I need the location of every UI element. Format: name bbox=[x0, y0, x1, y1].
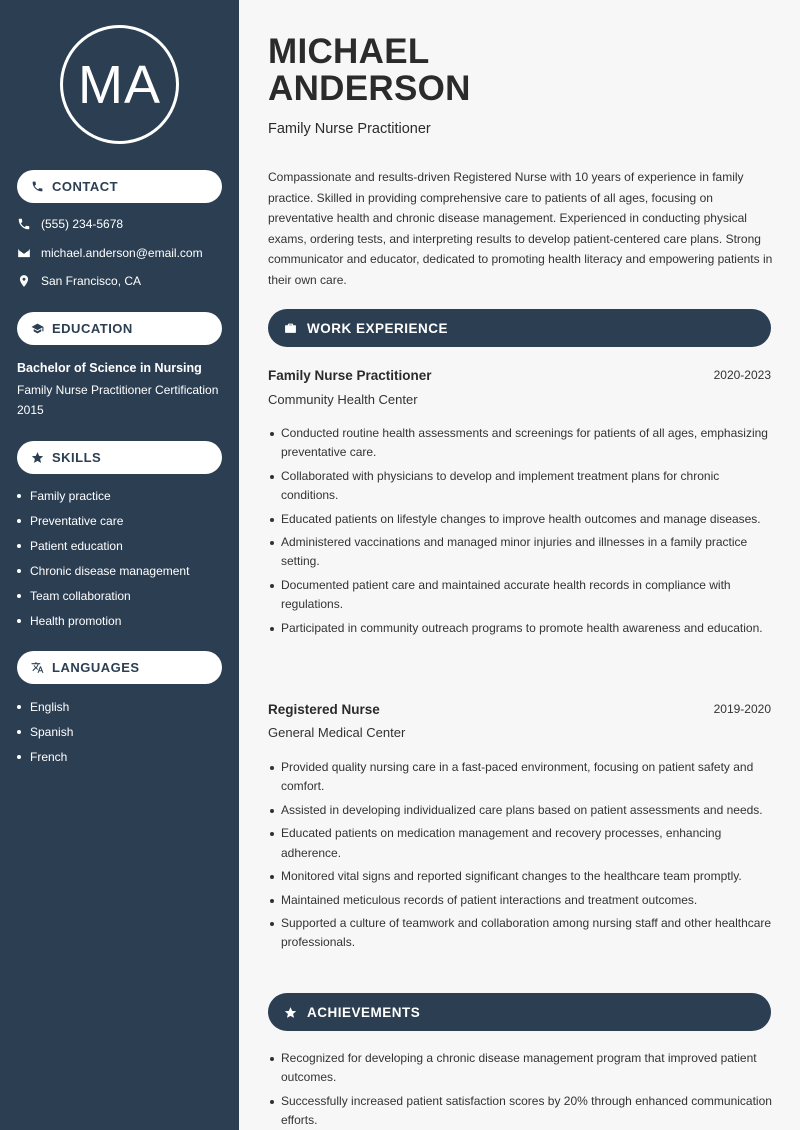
languages-heading bbox=[17, 651, 222, 684]
job-1-dates: 2020-2023 bbox=[713, 368, 771, 382]
location-pin-icon bbox=[17, 274, 31, 288]
job-2-organization: General Medical Center bbox=[268, 725, 406, 740]
contact-heading-label: CONTACT bbox=[52, 179, 119, 194]
list-item: Educated patients on medication management and recovery processes, enhancing adherence. bbox=[268, 824, 773, 863]
languages-list bbox=[17, 694, 73, 769]
list-item: Documented patient care and maintained accurate health records in compliance with regulations. bbox=[268, 576, 773, 615]
job-2-bullets bbox=[268, 758, 773, 957]
translate-icon bbox=[31, 661, 44, 674]
education-heading-label: EDUCATION bbox=[52, 321, 133, 336]
job-1-title: Family Nurse Practitioner bbox=[268, 368, 432, 383]
list-item bbox=[17, 558, 189, 583]
skill-label: Chronic disease management bbox=[30, 563, 190, 578]
list-item bbox=[17, 508, 189, 533]
contact-phone-text: (555) 234-5678 bbox=[41, 217, 124, 231]
achievements-heading bbox=[268, 993, 771, 1031]
contact-email bbox=[17, 246, 203, 260]
summary-paragraph: Compassionate and results-driven Registered Nurse with 10 years of experience in family practice. Skilled in providing comprehensive care to patients of all ages, focusing on preventative health and chronic disease management. Experienced in conducting physical exams, ordering tests, and interpreting results to develop patient-centered care plans. Strong communicator and educator, dedicated to promoting health literacy and empowering patients in their own care. bbox=[268, 170, 773, 287]
languages-heading-label: LANGUAGES bbox=[52, 660, 140, 675]
achievements-label: ACHIEVEMENTS bbox=[307, 1004, 421, 1020]
skill-label: Health promotion bbox=[30, 613, 122, 628]
list-item bbox=[17, 744, 73, 769]
language-label: English bbox=[30, 699, 70, 714]
work-experience-label: WORK EXPERIENCE bbox=[307, 320, 449, 336]
education-certification: Family Nurse Practitioner Certification bbox=[17, 383, 219, 397]
list-item bbox=[17, 608, 189, 633]
contact-email-text: michael.anderson@email.com bbox=[41, 246, 203, 260]
language-label: French bbox=[30, 749, 68, 764]
list-item: Successfully increased patient satisfaction scores by 20% through enhanced communication efforts. bbox=[268, 1092, 773, 1130]
list-item: Collaborated with physicians to develop and implement treatment plans for chronic conditions. bbox=[268, 467, 773, 506]
star-icon bbox=[31, 451, 44, 464]
skills-heading bbox=[17, 441, 222, 474]
list-item: Supported a culture of teamwork and collaboration among nursing staff and other healthcare professionals. bbox=[268, 914, 773, 953]
list-item bbox=[17, 483, 189, 508]
skill-label: Patient education bbox=[30, 538, 123, 553]
name-line-last: ANDERSON bbox=[268, 69, 471, 108]
list-item: Conducted routine health assessments and screenings for patients of all ages, emphasizing preventative care. bbox=[268, 424, 773, 463]
job-1-bullets bbox=[268, 424, 773, 642]
list-item: Educated patients on lifestyle changes to improve health outcomes and manage diseases. bbox=[268, 510, 773, 529]
graduation-cap-icon bbox=[31, 322, 44, 335]
skill-label: Team collaboration bbox=[30, 588, 131, 603]
list-item bbox=[17, 533, 189, 558]
education-year: 2015 bbox=[17, 403, 44, 417]
list-item bbox=[17, 583, 189, 608]
list-item bbox=[17, 719, 73, 744]
skills-list bbox=[17, 483, 189, 633]
job-2-dates: 2019-2020 bbox=[713, 702, 771, 716]
job-1-organization: Community Health Center bbox=[268, 392, 418, 407]
main-content bbox=[239, 0, 800, 1130]
job-title-headline: Family Nurse Practitioner bbox=[268, 121, 431, 137]
sidebar bbox=[0, 0, 239, 1130]
list-item: Assisted in developing individualized care plans based on patient assessments and needs. bbox=[268, 801, 773, 820]
name-line-first: MICHAEL bbox=[268, 32, 430, 71]
job-2-title: Registered Nurse bbox=[268, 702, 380, 717]
briefcase-icon bbox=[284, 322, 297, 335]
list-item: Administered vaccinations and managed minor injuries and illnesses in a family practice setting. bbox=[268, 533, 773, 572]
list-item bbox=[17, 694, 73, 719]
contact-location-text: San Francisco, CA bbox=[41, 274, 142, 288]
achievements-bullets bbox=[268, 1049, 773, 1130]
monogram-avatar: MA bbox=[60, 25, 179, 144]
language-label: Spanish bbox=[30, 724, 74, 739]
contact-heading bbox=[17, 170, 222, 203]
list-item: Participated in community outreach programs to promote health awareness and education. bbox=[268, 619, 773, 638]
contact-location bbox=[17, 274, 141, 288]
list-item: Monitored vital signs and reported significant changes to the healthcare team promptly. bbox=[268, 867, 773, 886]
star-icon bbox=[284, 1006, 297, 1019]
phone-icon bbox=[17, 217, 31, 231]
list-item: Maintained meticulous records of patient interactions and treatment outcomes. bbox=[268, 891, 773, 910]
candidate-name bbox=[268, 33, 471, 107]
education-degree: Bachelor of Science in Nursing bbox=[17, 361, 202, 375]
education-heading bbox=[17, 312, 222, 345]
phone-icon bbox=[31, 180, 44, 193]
list-item: Provided quality nursing care in a fast-paced environment, focusing on patient safety and comfort. bbox=[268, 758, 773, 797]
list-item: Recognized for developing a chronic disease management program that improved patient outcomes. bbox=[268, 1049, 773, 1088]
email-icon bbox=[17, 246, 31, 260]
skill-label: Family practice bbox=[30, 488, 111, 503]
skill-label: Preventative care bbox=[30, 513, 124, 528]
contact-phone bbox=[17, 217, 123, 231]
work-experience-heading bbox=[268, 309, 771, 347]
skills-heading-label: SKILLS bbox=[52, 450, 102, 465]
